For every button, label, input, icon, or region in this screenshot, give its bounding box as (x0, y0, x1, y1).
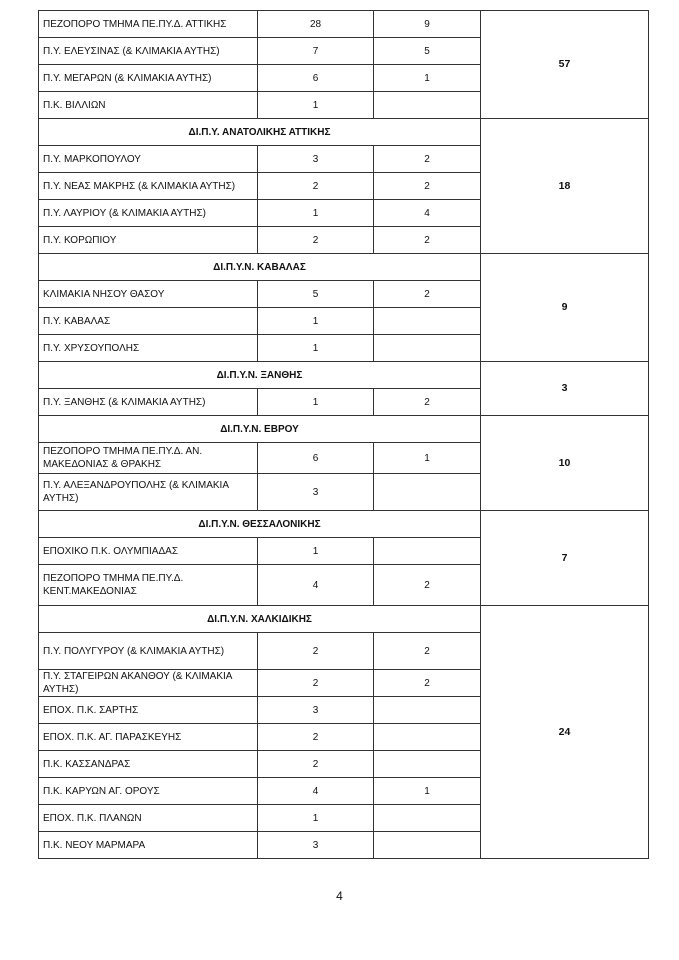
count-a: 6 (258, 443, 374, 474)
section-header-row (39, 416, 649, 443)
count-a: 6 (258, 65, 374, 92)
unit-name: Π.Υ. ΚΟΡΩΠΙΟΥ (39, 227, 258, 254)
count-b (374, 751, 481, 778)
section-total: 3 (481, 362, 649, 416)
count-a: 3 (258, 146, 374, 173)
unit-name: ΠΕΖΟΠΟΡΟ ΤΜΗΜΑ ΠΕ.ΠΥ.Δ. ΑΤΤΙΚΗΣ (39, 11, 258, 38)
section-header: ΔΙ.Π.Υ.Ν. ΚΑΒΑΛΑΣ (39, 254, 481, 281)
count-b: 2 (374, 146, 481, 173)
count-b: 2 (374, 173, 481, 200)
unit-name: Π.Υ. ΛΑΥΡΙΟΥ (& ΚΛΙΜΑΚΙΑ ΑΥΤΗΣ) (39, 200, 258, 227)
count-b (374, 805, 481, 832)
unit-name: Π.Υ. ΣΤΑΓΕΙΡΩΝ ΑΚΑΝΘΟΥ (& ΚΛΙΜΑΚΙΑ ΑΥΤΗΣ) (39, 670, 258, 697)
section-header-row (39, 606, 649, 633)
staffing-table (38, 10, 649, 859)
count-b: 2 (374, 389, 481, 416)
page-number: 4 (336, 889, 343, 903)
unit-name: ΕΠΟΧ. Π.Κ. ΣΑΡΤΗΣ (39, 697, 258, 724)
section-header-row (39, 254, 649, 281)
unit-name: Π.Κ. ΚΑΡΥΩΝ ΑΓ. ΟΡΟΥΣ (39, 778, 258, 805)
count-a: 2 (258, 751, 374, 778)
count-b: 1 (374, 778, 481, 805)
count-a: 1 (258, 92, 374, 119)
unit-name: Π.Υ. ΠΟΛΥΓΥΡΟΥ (& ΚΛΙΜΑΚΙΑ ΑΥΤΗΣ) (39, 633, 258, 670)
count-b: 1 (374, 65, 481, 92)
count-a: 2 (258, 173, 374, 200)
unit-name: ΕΠΟΧΙΚΟ Π.Κ. ΟΛΥΜΠΙΑΔΑΣ (39, 538, 258, 565)
count-b (374, 308, 481, 335)
count-a: 1 (258, 335, 374, 362)
count-a: 1 (258, 538, 374, 565)
section-header: ΔΙ.Π.Υ.Ν. ΧΑΛΚΙΔΙΚΗΣ (39, 606, 481, 633)
count-a: 4 (258, 565, 374, 606)
count-b (374, 538, 481, 565)
count-b (374, 724, 481, 751)
unit-name: ΚΛΙΜΑΚΙΑ ΝΗΣΟΥ ΘΑΣΟΥ (39, 281, 258, 308)
unit-name: Π.Υ. ΚΑΒΑΛΑΣ (39, 308, 258, 335)
unit-name: Π.Υ. ΕΛΕΥΣΙΝΑΣ (& ΚΛΙΜΑΚΙΑ ΑΥΤΗΣ) (39, 38, 258, 65)
count-b (374, 697, 481, 724)
count-b: 2 (374, 633, 481, 670)
count-a: 5 (258, 281, 374, 308)
count-b (374, 92, 481, 119)
section-header-row (39, 511, 649, 538)
unit-name: Π.Υ. ΑΛΕΞΑΝΔΡΟΥΠΟΛΗΣ (& ΚΛΙΜΑΚΙΑ ΑΥΤΗΣ) (39, 474, 258, 511)
count-a: 4 (258, 778, 374, 805)
count-b (374, 832, 481, 859)
count-b: 2 (374, 281, 481, 308)
section-header-row (39, 362, 649, 389)
count-b: 9 (374, 11, 481, 38)
unit-name: Π.Υ. ΞΑΝΘΗΣ (& ΚΛΙΜΑΚΙΑ ΑΥΤΗΣ) (39, 389, 258, 416)
section-total: 7 (481, 511, 649, 606)
count-a: 1 (258, 389, 374, 416)
section-header: ΔΙ.Π.Υ. ΑΝΑΤΟΛΙΚΗΣ ΑΤΤΙΚΗΣ (39, 119, 481, 146)
unit-name: Π.Κ. ΝΕΟΥ ΜΑΡΜΑΡΑ (39, 832, 258, 859)
unit-name: ΠΕΖΟΠΟΡΟ ΤΜΗΜΑ ΠΕ.ΠΥ.Δ. ΚΕΝΤ.ΜΑΚΕΔΟΝΙΑΣ (39, 565, 258, 606)
unit-name: Π.Κ. ΚΑΣΣΑΝΔΡΑΣ (39, 751, 258, 778)
unit-name: Π.Υ. ΧΡΥΣΟΥΠΟΛΗΣ (39, 335, 258, 362)
section-header: ΔΙ.Π.Υ.Ν. ΘΕΣΣΑΛΟΝΙΚΗΣ (39, 511, 481, 538)
unit-name: Π.Κ. ΒΙΛΛΙΩΝ (39, 92, 258, 119)
count-a: 1 (258, 200, 374, 227)
count-a: 3 (258, 474, 374, 511)
count-b: 4 (374, 200, 481, 227)
count-b: 5 (374, 38, 481, 65)
count-b: 2 (374, 670, 481, 697)
unit-name: ΕΠΟΧ. Π.Κ. ΑΓ. ΠΑΡΑΣΚΕΥΗΣ (39, 724, 258, 751)
count-b (374, 335, 481, 362)
count-b: 2 (374, 565, 481, 606)
count-a: 3 (258, 832, 374, 859)
section-header: ΔΙ.Π.Υ.Ν. ΞΑΝΘΗΣ (39, 362, 481, 389)
count-a: 2 (258, 724, 374, 751)
count-b: 1 (374, 443, 481, 474)
unit-name: Π.Υ. ΜΑΡΚΟΠΟΥΛΟΥ (39, 146, 258, 173)
count-a: 2 (258, 227, 374, 254)
count-a: 2 (258, 670, 374, 697)
unit-name: ΠΕΖΟΠΟΡΟ ΤΜΗΜΑ ΠΕ.ΠΥ.Δ. ΑΝ. ΜΑΚΕΔΟΝΙΑΣ & ΘΡΑΚΗΣ (39, 443, 258, 474)
count-a: 2 (258, 633, 374, 670)
count-a: 1 (258, 308, 374, 335)
section-header: ΔΙ.Π.Υ.Ν. ΕΒΡΟΥ (39, 416, 481, 443)
section-total: 57 (481, 11, 649, 119)
section-total: 24 (481, 606, 649, 859)
unit-name: Π.Υ. ΝΕΑΣ ΜΑΚΡΗΣ (& ΚΛΙΜΑΚΙΑ ΑΥΤΗΣ) (39, 173, 258, 200)
section-total: 9 (481, 254, 649, 362)
section-total: 10 (481, 416, 649, 511)
count-a: 7 (258, 38, 374, 65)
count-a: 3 (258, 697, 374, 724)
section-total: 18 (481, 119, 649, 254)
count-a: 28 (258, 11, 374, 38)
table-row (39, 11, 649, 38)
unit-name: ΕΠΟΧ. Π.Κ. ΠΛΑΝΩΝ (39, 805, 258, 832)
section-header-row (39, 119, 649, 146)
count-a: 1 (258, 805, 374, 832)
count-b (374, 474, 481, 511)
unit-name: Π.Υ. ΜΕΓΑΡΩΝ (& ΚΛΙΜΑΚΙΑ ΑΥΤΗΣ) (39, 65, 258, 92)
count-b: 2 (374, 227, 481, 254)
